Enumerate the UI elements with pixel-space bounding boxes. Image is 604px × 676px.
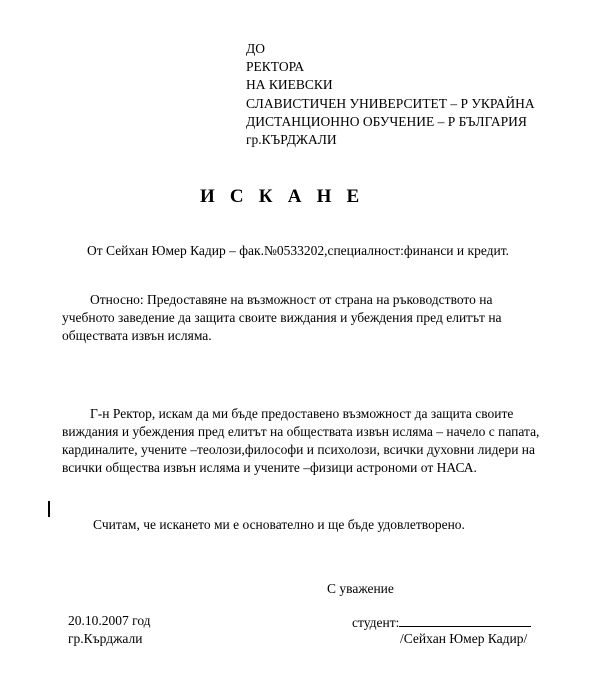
subject-line: обществата извън исляма. [62,328,212,343]
student-signature-line [352,613,531,631]
city-line: гр.Кърджали [68,631,143,646]
body-line: всички общества извън исляма и учените –физици астрономи от НАСА. [62,460,477,475]
signature-underline [399,613,531,627]
addressee-line: НА КИЕВСКИ [246,77,333,93]
date-line: 20.10.2007 год [68,613,151,628]
body-line: виждания и убеждения пред елитът на обществата извън исляма – начело с папата, [62,424,540,439]
subject-line: Относно: Предоставяне на възможност от страна на ръководството на [90,292,493,307]
document-title: И С К А Н Е [200,186,365,207]
addressee-line: СЛАВИСТИЧЕН УНИВЕРСИТЕТ – Р УКРАЙНА [246,95,535,111]
addressee-line: гр.КЪРДЖАЛИ [246,132,337,148]
regards-line: С уважение [327,581,394,596]
from-line: От Сейхан Юмер Кадир – фак.№0533202,специалност:финанси и кредит. [87,243,509,258]
body-line: Г-н Ректор, искам да ми бъде предоставено възможност да защита своите [90,406,514,421]
student-label: студент: [352,615,400,630]
subject-paragraph [62,291,532,345]
body-paragraph [62,405,539,477]
addressee-block [246,40,535,149]
addressee-line: РЕКТОРА [246,59,305,75]
text-cursor [48,501,50,517]
body-line: кардиналите, учените –теолози,философи и психолози, всички духовни лидери на [62,442,536,457]
addressee-line: ДО [246,41,265,56]
signature-name: /Сейхан Юмер Кадир/ [400,631,528,646]
subject-line: учебното заведение да защита своите виждания и убеждения пред елитът на [62,310,502,325]
closing-sentence: Считам, че искането ми е основателно и ще бъде удовлетворено. [93,517,465,532]
addressee-line: ДИСТАНЦИОННО ОБУЧЕНИЕ – Р БЪЛГАРИЯ [246,113,527,129]
